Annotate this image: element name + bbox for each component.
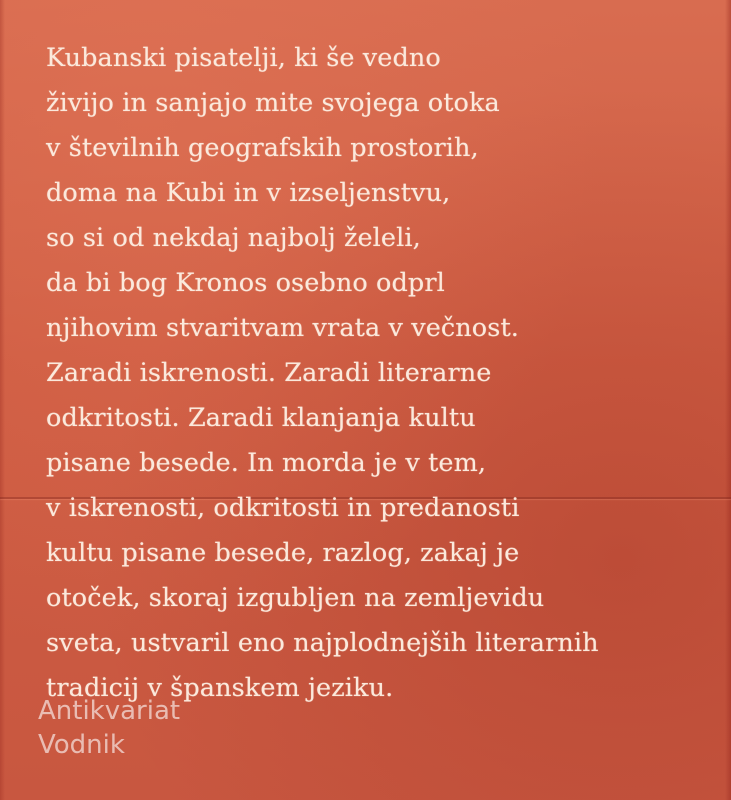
text-line: v iskrenosti, odkritosti in predanosti — [46, 493, 520, 523]
text-line: doma na Kubi in v izseljenstvu, — [46, 178, 451, 208]
text-line: pisane besede. In morda je v tem, — [46, 448, 487, 478]
text-line: Zaradi iskrenosti. Zaradi literarne — [46, 358, 492, 388]
text-line: so si od nekdaj najbolj želeli, — [46, 223, 421, 253]
text-line: njihovim stvaritvam vrata v večnost. — [46, 313, 519, 343]
watermark — [38, 694, 180, 762]
paper-edge-left — [0, 0, 5, 800]
text-line: Kubanski pisatelji, ki še vedno — [46, 43, 441, 73]
text-line: tradicij v španskem jeziku. — [46, 673, 394, 703]
watermark-line: Vodnik — [38, 730, 125, 760]
text-line: da bi bog Kronos osebno odprl — [46, 268, 445, 298]
text-line: v številnih geografskih prostorih, — [46, 133, 479, 163]
text-line: sveta, ustvaril eno najplodnejših literarnih — [46, 628, 599, 658]
body-text — [46, 36, 686, 711]
text-line: živijo in sanjajo mite svojega otoka — [46, 88, 500, 118]
watermark-line: Antikvariat — [38, 696, 181, 726]
text-line: kultu pisane besede, razlog, zakaj je — [46, 538, 520, 568]
text-line: otoček, skoraj izgubljen na zemljevidu — [46, 583, 545, 613]
text-line: odkritosti. Zaradi klanjanja kultu — [46, 403, 476, 433]
paper-edge-right — [725, 0, 731, 800]
